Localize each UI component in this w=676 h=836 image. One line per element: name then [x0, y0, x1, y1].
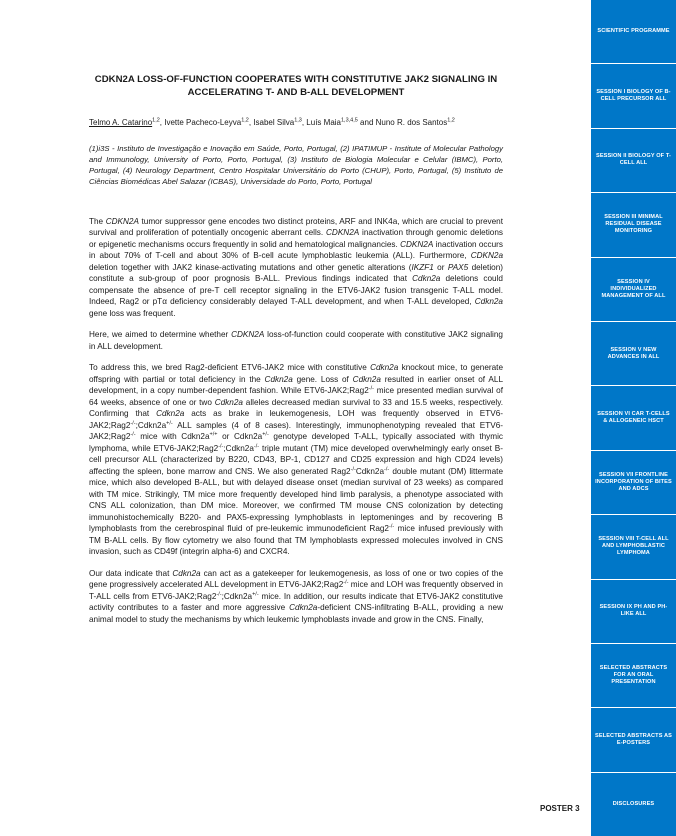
nav-session-ix[interactable]: SESSION IX PH AND PH-LIKE ALL: [591, 580, 676, 644]
paragraph-conclusion: Our data indicate that Cdkn2a can act as a gatekeeper for leukemogenesis, as loss of one or two copies of the gene progressively accelerated ALL development in ETV6-JAK2;Rag2-/- mice and LOH was frequently observed in T-ALL cells from ETV6-JAK2;Rag2-/-;Cdkn2a+/- mice. In addition, our results indicate that ETV6-JAK2 constitutive activity contributes to a faster and more aggressive Cdkn2a-deficient CNS-infiltrating B-ALL, providing a new animal model to study the mechanisms by which leukemic lymphoblasts invade and grow in the CNS. Finally,: [89, 568, 504, 624]
nav-session-i[interactable]: SESSION I BIOLOGY OF B-CELL PRECURSOR ALL: [591, 64, 676, 128]
poster-number-label: POSTER 3: [540, 804, 580, 813]
paragraph-background: The CDKN2A tumor suppressor gene encodes two distinct proteins, ARF and INK4a, which are crucial to prevent survival and proliferation of potentially oncogenic aberrant cells. CDKN2A inactivation through genomic deletions or epigenetic mechanisms occurs frequently in solid and hematological malignancies. CDKN2A inactivation occurs in about 70% of T-cell and about 30% of B-cell acute lymphoblastic leukemia (ALL). Furthermore, CDKN2a deletion together with JAK2 kinase-activating mutations and other genetic alterations (IKZF1 or PAX5 deletion) constitute a sub-group of poor prognosis B-ALL. Previous findings indicated that Cdkn2a deletions could compensate the absence of pre-T cell receptor signaling in the ETV6-JAK2 fusion transgenic T-ALL model. Indeed, Rag2 or pTα deficiency considerably delayed T-ALL development, and when T-ALL developed, Cdkn2a gene loss was frequent.: [89, 217, 503, 318]
nav-session-viii[interactable]: SESSION VIII T-CELL ALL AND LYMPHOBLASTIC LYMPHOMA: [591, 515, 676, 579]
author-name: and Nuno R. dos Santos: [357, 118, 448, 127]
nav-session-ii[interactable]: SESSION II BIOLOGY OF T-CELL ALL: [591, 129, 676, 193]
abstract-body: [89, 216, 503, 635]
sidebar-nav: [591, 0, 676, 836]
nav-scientific-programme[interactable]: SCIENTIFIC PROGRAMME: [591, 0, 676, 64]
affil-sup: 1,2: [152, 117, 160, 124]
nav-session-vii[interactable]: SESSION VII FRONTLINE INCORPORATION OF BITES AND ADCS: [591, 451, 676, 515]
affil-sup: 1,2: [241, 117, 249, 124]
nav-disclosures[interactable]: DISCLOSURES: [612, 800, 655, 807]
author-list: [89, 118, 503, 128]
abstract-title: CDKN2A LOSS-OF-FUNCTION COOPERATES WITH CONSTITUTIVE JAK2 SIGNALING IN ACCELERATING T- AND B-ALL DEVELOPMENT: [94, 74, 498, 98]
affiliations: (1)i3S - Instituto de Investigação e Inovação em Saúde, Porto, Portugal, (2) IPATIMUP - Institute of Molecular Pathology and Immunology, University of Porto, Porto, Portugal, (3) Instituto de Biologia Molecular e Celular (IBMC), Porto, Portugal, (4) Neurology Department, Centro Hospitalar Universitário do Porto (CHUP), Porto, Portugal, (5) Instituto de Ciências Biomédicas Abel Salazar (ICBAS), Universidade do Porto, Porto, Portugal: [89, 144, 503, 186]
first-author: Telmo A. Catarino: [89, 118, 153, 127]
affil-sup: 1,3,4,5: [341, 117, 358, 124]
nav-selected-oral[interactable]: SELECTED ABSTRACTS FOR AN ORAL PRESENTATION: [591, 644, 676, 708]
nav-session-iv[interactable]: SESSION IV INDIVIDUALIZED MANAGEMENT OF ALL: [591, 258, 676, 322]
paragraph-methods-results: To address this, we bred Rag2-deficient ETV6-JAK2 mice with constitutive Cdkn2a knockout mice, to generate offspring with partial or total deficiency in the Cdkn2a gene. Loss of Cdkn2a resulted in earlier onset of ALL development, in a copy number-dependent fashion. While ETV6-JAK2;Rag2-/- mice presented median survival of 64 weeks, absence of one or two Cdkn2a alleles decreased median survival to 33 and 15.5 weeks, respectively. Confirming that Cdkn2a acts as brake in leukemogenesis, LOH was frequently observed in ETV6-JAK2;Rag2-/-;Cdkn2a+/- ALL samples (4 of 8 cases). Interestingly, immunophenotyping revealed that ETV6-JAK2;Rag2-/- mice with Cdkn2a+/+ or Cdkn2a+/- genotype developed T-ALL, typically associated with thymic lymphoma, while ETV6-JAK2;Rag2-/-;Cdkn2a-/- triple mutant (TM) mice developed overwhelmingly early onset B-cell precursor ALL (characterized by B220, CD43, BP-1, CD127 and CD25 expression and high CD24 levels) affecting the spleen, bone marrow and CNS. We also generated Rag2-/-Cdkn2a-/- double mutant (DM) littermate mice, which also developed B-ALL, but with delayed disease onset (median survival of 23 weeks) as compared with TM mice. Strikingly, TM mice more frequently developed hind limb paralysis, a phenotype associated with CNS ALL colonization, than DM mice. Moreover, we confirmed TM mouse CNS colonization by detecting immunohistochemically B220- and PAX5-expressing lymphoblasts in leptomeninges and by recovering B lymphoblasts from the cerebrospinal fluid of pre-leukemic immunodeficient Rag2-/- mice infused previously with TM B-ALL cells. By flow cytometry we also found that TM lymphoblasts expressed molecules involved in CNS invasion, such as CD49f (integrin alpha-6) and CXCR4.: [89, 363, 504, 557]
author-name: , Ivette Pacheco-Leyva: [159, 118, 242, 127]
author-name: , Isabel Silva: [248, 118, 295, 127]
nav-session-vi[interactable]: SESSION VI CAR T-CELLS & ALLOGENEIC HSCT: [591, 386, 676, 450]
nav-session-iii[interactable]: SESSION III MINIMAL RESIDUAL DISEASE MONITORING: [591, 193, 676, 257]
affil-sup: 1,3: [294, 117, 302, 124]
abstract-content: [89, 0, 503, 836]
affil-sup: 1,2: [447, 117, 455, 124]
nav-selected-eposters[interactable]: SELECTED ABSTRACTS AS E-POSTERS: [591, 708, 676, 772]
author-name: , Luís Maia: [301, 118, 341, 127]
nav-session-v[interactable]: SESSION V NEW ADVANCES IN ALL: [591, 322, 676, 386]
paragraph-aim: Here, we aimed to determine whether CDKN2A loss-of-function could cooperate with constitutive JAK2 signaling in ALL development.: [89, 330, 503, 351]
